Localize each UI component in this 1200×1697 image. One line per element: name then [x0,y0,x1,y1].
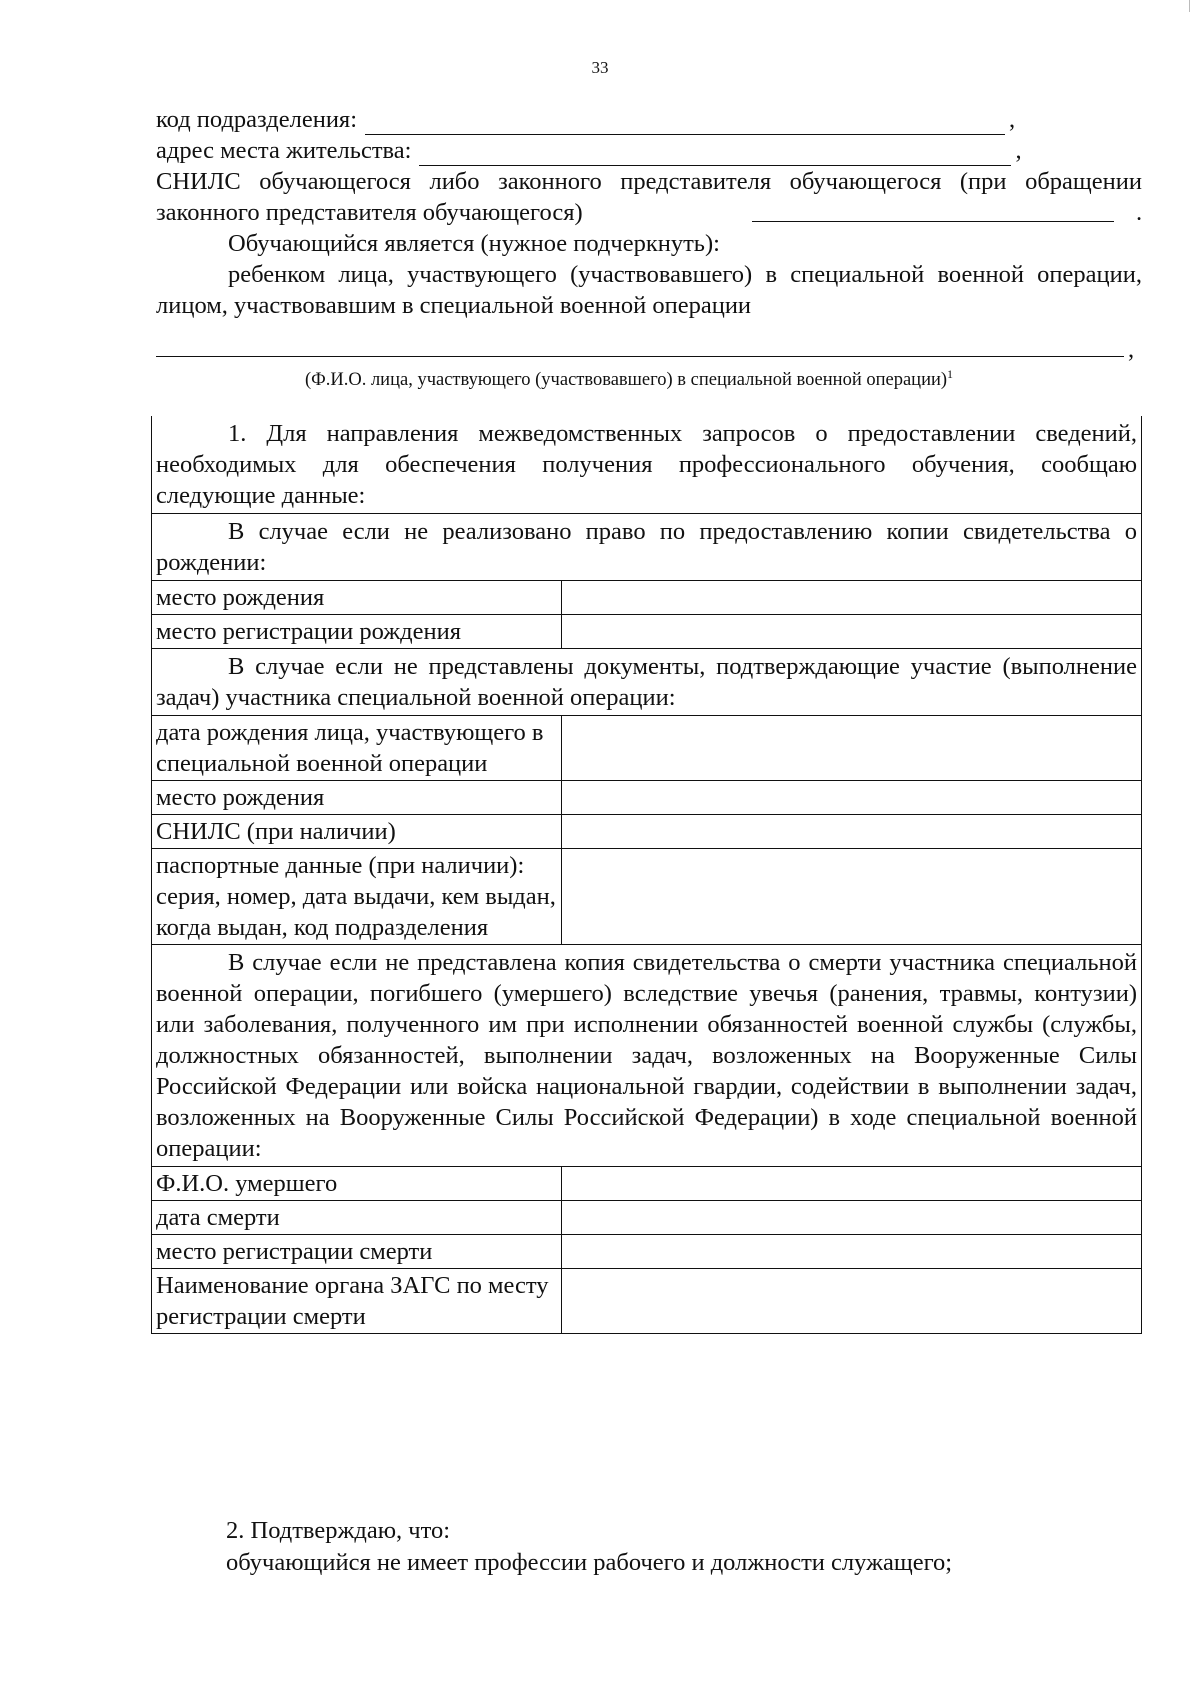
table-row [152,615,1142,649]
birth-registration-place-input[interactable] [562,615,1142,649]
page-number: 33 [591,58,609,77]
deceased-fio-input[interactable] [562,1167,1142,1201]
table-row [152,716,1142,781]
table-row [152,1167,1142,1201]
table-row [152,781,1142,815]
birth-cert-heading: В случае если не реализовано право по предоставлению копии свидетельства о рождении: [152,514,1142,581]
section2 [226,1515,1126,1579]
data-table [151,416,1142,1334]
table-row [152,581,1142,615]
section2-line1: обучающийся не имеет профессии рабочего и должности служащего; [226,1549,953,1576]
row-label: дата рождения лица, участвующего в специальной военной операции [152,716,562,781]
participant-fio-caption [156,363,1142,391]
table-row [152,849,1142,945]
row-label: место рождения [152,781,562,815]
participant-passport-input[interactable] [562,849,1142,945]
subdivision-code-line [156,104,1142,135]
row-label: паспортные данные (при наличии): серия, номер, дата выдачи, кем выдан, когда выдан, код подразделения [152,849,562,945]
death-date-input[interactable] [562,1201,1142,1235]
section2-heading: 2. Подтверждаю, что: [226,1517,451,1544]
subdivision-code-label: код подразделения: [156,106,358,133]
participant-fio-line [156,335,1142,363]
address-field[interactable] [419,143,1011,166]
status-intro: Обучающийся является (нужное подчеркнуть): [228,230,720,257]
table-row [152,514,1142,581]
footnote-mark: 1 [947,367,954,381]
table-row [152,815,1142,849]
comma: , [1128,336,1135,363]
scan-edge-mark [1189,0,1190,12]
comma: , [1009,106,1016,133]
period: . [1136,199,1143,226]
table-row [152,945,1142,1167]
fio-caption-text: (Ф.И.О. лица, участвующего (участвовавшего) в специальной военной операции) [304,370,948,391]
address-line [156,135,1142,166]
table-row [152,1235,1142,1269]
address-label: адрес места жительства: [156,137,412,164]
row-label: дата смерти [152,1201,562,1235]
status-options[interactable]: ребенком лица, участвующего (участвовавшего) в специальной военной операции, лицом, участвовавшим в специальной военной операции [156,261,1142,319]
snils-text: СНИЛС обучающегося либо законного представителя обучающегося (при обращении законного представителя обучающегося) [156,168,1142,226]
table-row [152,1269,1142,1334]
participant-fio-field[interactable] [156,356,1124,357]
comma: , [1015,137,1022,164]
death-cert-heading: В случае если не представлена копия свидетельства о смерти участника специальной военной операции, погибшего (умершего) вследствие увечья (ранения, травмы, контузии) или заболевания, полученного им при исполнении обязанностей военной службы (службы, должностных обязанностей, выполнении задач, возложенных на Вооруженные Силы Российской Федерации или войска национальной гвардии, содействии в выполнении задач, возложенных на Вооруженные Силы Российской Федерации) в ходе специальной военной операции: [152,945,1142,1167]
section1-intro: 1. Для направления межведомственных запросов о предоставлении сведений, необходимых для обеспечения получения профессионального обучения, сообщаю следующие данные: [152,416,1142,514]
participant-birth-date-input[interactable] [562,716,1142,781]
snils-line [156,166,1142,228]
registry-office-input[interactable] [562,1269,1142,1334]
participant-snils-input[interactable] [562,815,1142,849]
subdivision-code-field[interactable] [365,112,1005,135]
table-row [152,649,1142,716]
death-registration-place-input[interactable] [562,1235,1142,1269]
row-label: место рождения [152,581,562,615]
place-of-birth-input[interactable] [562,581,1142,615]
row-label: место регистрации смерти [152,1235,562,1269]
applicant-fields [156,104,1142,391]
participant-birth-place-input[interactable] [562,781,1142,815]
table-row [152,416,1142,514]
row-label: Ф.И.О. умершего [152,1167,562,1201]
row-label: СНИЛС (при наличии) [152,815,562,849]
row-label: место регистрации рождения [152,615,562,649]
table-row [152,1201,1142,1235]
row-label: Наименование органа ЗАГС по месту регистрации смерти [152,1269,562,1334]
participation-heading: В случае если не представлены документы, подтверждающие участие (выполнение задач) участника специальной военной операции: [152,649,1142,716]
snils-field[interactable] [752,199,1114,222]
